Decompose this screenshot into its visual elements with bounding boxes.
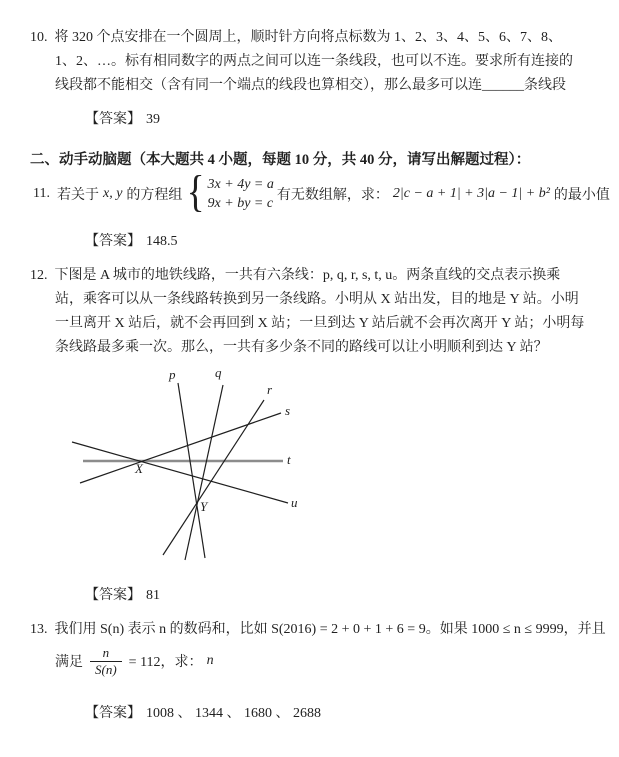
- section-2-title: 二、动手动脑题（本大题共 4 小题，每题 10 分，共 40 分，请写出解题过程）：: [30, 152, 531, 168]
- problem-10-line-2: 1、2、…。标有相同数字的两点之间可以连一条线段，也可以不连。要求所有连接的: [55, 54, 573, 69]
- problem-11-expression: 2|c − a + 1| + 3|a − 1| + b²: [392, 186, 550, 201]
- problem-11-expression-tail: 的最小值: [553, 188, 610, 203]
- answer-11-label: 【答案】: [85, 234, 141, 249]
- equation-1: 3x + 4y = a: [207, 177, 274, 192]
- problem-11-text-before-vars: 若关于: [56, 188, 99, 203]
- problem-13-text: 我们用 S(n) 表示 n 的数码和，比如 S(2016) = 2 + 0 + 1 + 6 = 9。如果 1000 ≤ n ≤ 9999，并且: [54, 622, 606, 637]
- problem-10-line-3: 线段都不能相交（含有同一个端点的线段也算相交），那么最多可以连______条线段: [55, 78, 566, 93]
- answer-13: [85, 704, 321, 724]
- problem-12-line-1: [30, 264, 584, 288]
- label-line-t: t: [287, 452, 291, 467]
- equation-2: 9x + by = c: [207, 196, 274, 211]
- problem-11-vars: x, y: [102, 186, 123, 201]
- problem-12-number: 12.: [30, 268, 48, 283]
- line-r: [163, 400, 264, 555]
- answer-10: [85, 110, 160, 130]
- fraction-numerator: n: [102, 644, 110, 660]
- problem-13-line-1: [30, 618, 606, 642]
- problem-11-number: 11.: [33, 186, 50, 201]
- answer-11: [85, 232, 178, 252]
- problem-10-number: 10.: [30, 30, 48, 45]
- label-line-s: s: [285, 403, 291, 418]
- problem-11: [33, 167, 610, 216]
- answer-13-label: 【答案】: [85, 706, 141, 721]
- label-station-y: Y: [200, 499, 208, 514]
- problem-11-text-after-vars: 的方程组: [126, 188, 183, 203]
- problem-12-line-4: 条线路最多乘一次。那么，一共有多少条不同的路线可以让小明顺利到达 Y 站？: [55, 340, 548, 355]
- problem-10-text: 将 320 个点安排在一个圆周上，顺时针方向将点标数为 1、2、3、4、5、6、7、8、: [54, 30, 562, 45]
- problem-12-line-2: 站，乘客可以从一条线路转换到另一条线路。小明从 X 站出发，目的地是 Y 站。小明: [55, 292, 579, 307]
- problem-13-line2-prefix: 满足: [55, 655, 83, 670]
- answer-10-value: 39: [146, 112, 160, 127]
- problem-12-text: 下图是 A 城市的地铁线路，一共有六条线：p, q, r, s, t, u。两条直线的交点表示换乘: [54, 268, 561, 283]
- equation-system: [185, 167, 274, 216]
- problem-12: [30, 264, 584, 360]
- answer-12-label: 【答案】: [85, 588, 141, 603]
- problem-10: [30, 26, 573, 98]
- problem-13-number: 13.: [30, 622, 48, 637]
- label-line-u: u: [291, 495, 298, 510]
- problem-11-text-after-system: 有无数组解，求：: [276, 188, 389, 203]
- label-station-x: X: [135, 461, 143, 476]
- problem-13-var-n: n: [206, 653, 214, 668]
- answer-11-value: 148.5: [146, 234, 178, 249]
- fraction-n-over-sn: [90, 645, 122, 678]
- answer-13-value: 1008 、 1344 、 1680 、 2688: [146, 706, 321, 721]
- problem-12-line-3: 一旦离开 X 站后，就不会再回到 X 站；一旦到达 Y 站后就不会再次离开 Y 站；小明每: [55, 316, 585, 331]
- label-line-q: q: [215, 365, 222, 380]
- fraction-denominator: S(n): [90, 661, 122, 678]
- answer-10-label: 【答案】: [85, 112, 141, 127]
- line-u: [72, 442, 288, 503]
- problem-13-line2-suffix: = 112，求：: [128, 655, 203, 670]
- problem-10-line-1: [30, 26, 573, 50]
- system-brace: {: [187, 167, 205, 216]
- answer-12: [85, 586, 160, 606]
- problem-13: [30, 618, 606, 680]
- problem-13-line-2: [55, 642, 606, 680]
- subway-lines-diagram: [60, 363, 320, 575]
- answer-12-value: 81: [146, 588, 160, 603]
- label-line-p: p: [169, 367, 176, 382]
- label-line-r: r: [267, 382, 273, 397]
- system-equations: [208, 175, 274, 213]
